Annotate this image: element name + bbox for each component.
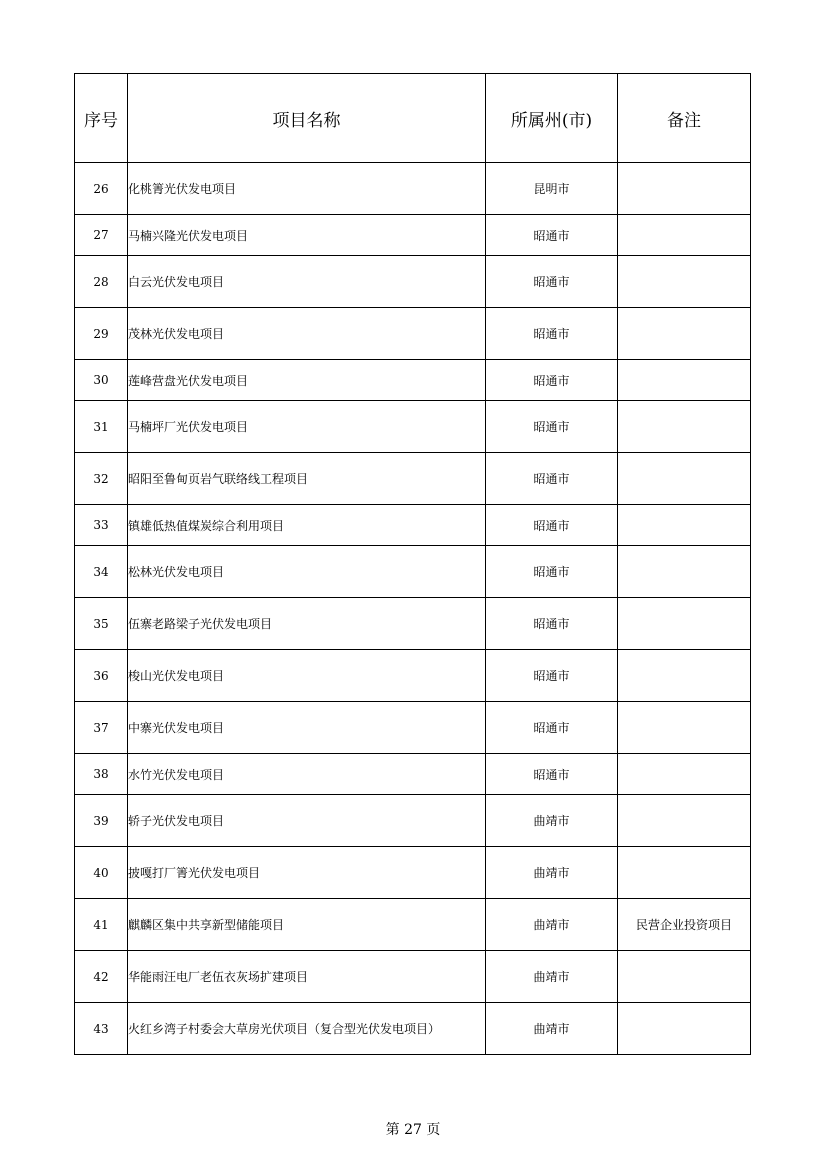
row-no: 35: [75, 598, 128, 650]
row-note: 民营企业投资项目: [618, 899, 751, 951]
row-no: 38: [75, 754, 128, 795]
table-row: [75, 1003, 751, 1055]
row-no: 34: [75, 546, 128, 598]
row-city: 昭通市: [486, 401, 618, 453]
row-no: 31: [75, 401, 128, 453]
row-city: 曲靖市: [486, 1003, 618, 1055]
row-city: 昭通市: [486, 546, 618, 598]
row-note: [618, 453, 751, 505]
row-name: 水竹光伏发电项目: [128, 754, 486, 795]
row-name: 梭山光伏发电项目: [128, 650, 486, 702]
row-no: 39: [75, 795, 128, 847]
row-city: 昭通市: [486, 650, 618, 702]
row-note: [618, 795, 751, 847]
row-no: 28: [75, 256, 128, 308]
table-row: [75, 505, 751, 546]
row-name: 镇雄低热值煤炭综合利用项目: [128, 505, 486, 546]
row-city: 昭通市: [486, 702, 618, 754]
header-name: 项目名称: [128, 74, 486, 163]
table-row: [75, 308, 751, 360]
row-no: 33: [75, 505, 128, 546]
row-no: 41: [75, 899, 128, 951]
table-row: [75, 847, 751, 899]
page-number: 第 27 页: [385, 1122, 441, 1138]
row-note: [618, 401, 751, 453]
row-no: 29: [75, 308, 128, 360]
table-row: [75, 598, 751, 650]
row-no: 30: [75, 360, 128, 401]
row-name: 白云光伏发电项目: [128, 256, 486, 308]
row-no: 42: [75, 951, 128, 1003]
row-name: 火红乡湾子村委会大草房光伏项目（复合型光伏发电项目）: [128, 1003, 486, 1055]
row-name: 松林光伏发电项目: [128, 546, 486, 598]
table-row: [75, 899, 751, 951]
row-city: 昭通市: [486, 360, 618, 401]
row-no: 43: [75, 1003, 128, 1055]
row-name: 伍寨老路梁子光伏发电项目: [128, 598, 486, 650]
table-row: [75, 163, 751, 215]
table-row: [75, 215, 751, 256]
row-city: 曲靖市: [486, 795, 618, 847]
table-row: [75, 754, 751, 795]
table-row: [75, 401, 751, 453]
row-no: 26: [75, 163, 128, 215]
row-name: 华能雨汪电厂老伍衣灰场扩建项目: [128, 951, 486, 1003]
row-note: [618, 308, 751, 360]
table-row: [75, 360, 751, 401]
row-name: 化桃箐光伏发电项目: [128, 163, 486, 215]
row-name: 马楠兴隆光伏发电项目: [128, 215, 486, 256]
project-table: [74, 73, 751, 1055]
row-name: 麒麟区集中共享新型储能项目: [128, 899, 486, 951]
row-name: 莲峰营盘光伏发电项目: [128, 360, 486, 401]
row-city: 曲靖市: [486, 847, 618, 899]
row-city: 曲靖市: [486, 951, 618, 1003]
header-note: 备注: [618, 74, 751, 163]
row-note: [618, 754, 751, 795]
row-no: 36: [75, 650, 128, 702]
row-city: 昆明市: [486, 163, 618, 215]
row-city: 昭通市: [486, 308, 618, 360]
row-note: [618, 847, 751, 899]
table-row: [75, 256, 751, 308]
table-row: [75, 453, 751, 505]
row-no: 27: [75, 215, 128, 256]
row-city: 昭通市: [486, 256, 618, 308]
row-note: [618, 546, 751, 598]
row-name: 茂林光伏发电项目: [128, 308, 486, 360]
row-note: [618, 951, 751, 1003]
table-header-row: [75, 74, 751, 163]
row-city: 昭通市: [486, 215, 618, 256]
row-name: 马楠坪厂光伏发电项目: [128, 401, 486, 453]
row-no: 32: [75, 453, 128, 505]
row-name: 中寨光伏发电项目: [128, 702, 486, 754]
row-note: [618, 598, 751, 650]
row-city: 昭通市: [486, 598, 618, 650]
table-row: [75, 546, 751, 598]
row-name: 昭阳至鲁甸页岩气联络线工程项目: [128, 453, 486, 505]
table-row: [75, 951, 751, 1003]
row-no: 37: [75, 702, 128, 754]
row-note: [618, 702, 751, 754]
row-city: 曲靖市: [486, 899, 618, 951]
row-note: [618, 650, 751, 702]
row-name: 披嘎打厂箐光伏发电项目: [128, 847, 486, 899]
table-row: [75, 702, 751, 754]
row-note: [618, 256, 751, 308]
row-city: 昭通市: [486, 754, 618, 795]
table-row: [75, 795, 751, 847]
row-note: [618, 505, 751, 546]
header-no: 序号: [75, 74, 128, 163]
table-row: [75, 650, 751, 702]
row-city: 昭通市: [486, 453, 618, 505]
row-no: 40: [75, 847, 128, 899]
row-note: [618, 1003, 751, 1055]
row-note: [618, 163, 751, 215]
header-city: 所属州(市): [486, 74, 618, 163]
row-note: [618, 215, 751, 256]
row-city: 昭通市: [486, 505, 618, 546]
row-note: [618, 360, 751, 401]
row-name: 轿子光伏发电项目: [128, 795, 486, 847]
